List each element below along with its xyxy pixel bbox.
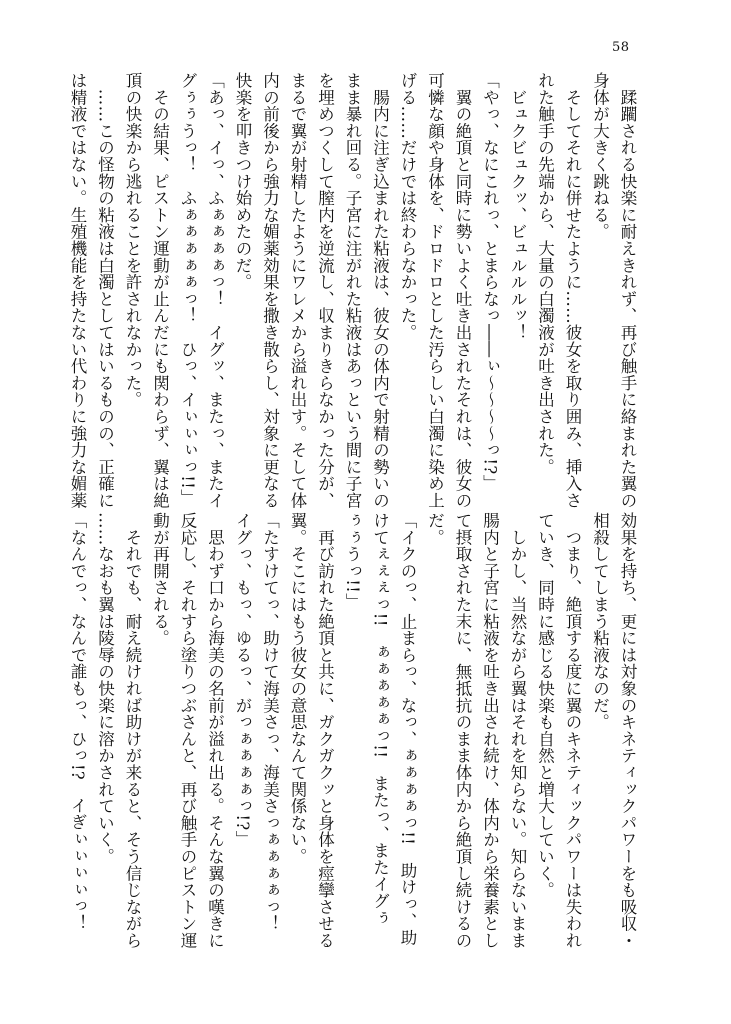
text-line: 「なんでっ、なんで誰もっ、ひっ!? イぎぃぃぃぃっ！	[68, 512, 87, 932]
text-line: グぅぅうっ！ ふぁぁぁぁぁっ！ ひっ、イぃぃぃっ!!」	[178, 72, 197, 506]
text-line: 腸内に注ぎ込まれた粘液は、彼女の体内で射精の勢いの	[370, 72, 390, 509]
upper-text-block	[64, 72, 642, 509]
text-line: ……この怪物の粘液は白濁としてはいるものの、正確に	[95, 72, 115, 509]
text-line: イグっ、もっ、ゆるっ、がっぁぁぁぁっ!?」	[233, 512, 252, 848]
text-line: げる……だけでは終わらなかった。	[398, 72, 417, 341]
text-line: 翼。そこにはもう彼女の意思なんて関係ない。	[288, 512, 307, 865]
text-line: 動が再開される。	[150, 512, 170, 647]
text-line: 身体が大きく跳ねる。	[590, 72, 610, 240]
text-line: つまり、絶頂する度に翼のキネティックパワーは失われ	[563, 512, 582, 949]
text-line: 快楽を叩きつけ始めたのだ。	[233, 72, 252, 291]
text-line: ていき、同時に感じる快楽も自然と増大していく。	[535, 512, 555, 899]
text-line: そしてそれに併せたように……彼女を取り囲み、挿入さ	[563, 72, 582, 509]
text-line: て摂取された末に、無抵抗のまま体内から絶頂し続けるの	[453, 512, 472, 949]
text-line: 可憐な顔や身体を、ドロドロとした汚らしい白濁に染め上	[425, 72, 445, 509]
text-line: 蹂躙される快楽に耐えきれず、再び触手に絡まれた翼の	[618, 72, 637, 509]
text-line: 「たすけてっ、助けて海美さっ、海美さっぁぁぁぁっ！	[260, 512, 280, 932]
page-number: 58	[612, 40, 630, 55]
text-line: 腸内と子宮に粘液を吐き出され続け、体内から栄養素とし	[480, 512, 500, 949]
text-line: 思わず口から海美の名前が溢れ出る。そんな翼の嘆きに	[205, 512, 225, 949]
text-line: 「あっ、イっ、ふぁぁぁぁっ！ イグッ、またっ、またイ	[205, 72, 225, 509]
text-line: けてぇぇぇっ!! ぁぁぁぁぁっ!! またっ、またイグぅ	[370, 512, 390, 927]
text-line: しかし、当然ながら翼はそれを知らない。知らないまま	[508, 512, 527, 949]
text-line: 頂の快楽から逃れることを許されなかった。	[123, 72, 142, 408]
text-line: まるで翼が射精したようにワレメから溢れ出す。そして体	[288, 72, 307, 509]
text-line: まま暴れ回る。子宮に注がれた粘液はあっという間に子宮	[343, 72, 362, 509]
text-line: ぅぅうっ!!」	[343, 512, 362, 610]
text-line: を埋めつくして膣内を逆流し、収まりきらなかった分が、	[315, 72, 335, 509]
text-line: れた触手の先端から、大量の白濁液が吐き出された。	[535, 72, 555, 476]
text-line: ……なおも翼は陵辱の快楽に溶かされていく。	[95, 512, 115, 865]
lower-text-block	[64, 512, 642, 949]
text-line: だ。	[425, 512, 445, 546]
text-line: 翼の絶頂と同時に勢いよく吐き出されたそれは、彼女の	[453, 72, 472, 509]
text-line: は精液ではない。生殖機能を持たない代わりに強力な媚薬	[68, 72, 87, 509]
text-line: 「やっ、なにこれっ、とまらなっ――ぃ〜〜〜〜っ!?」	[480, 72, 500, 492]
text-line: 反応し、それすら塗りつぶさんと、再び触手のピストン運	[178, 512, 197, 949]
text-line: その結果、ピストン運動が止んだにも関わらず、翼は絶	[150, 72, 170, 509]
text-line: ビュクビュクッ、ビュルルルッ！	[508, 72, 527, 341]
text-line: 再び訪れた絶頂と共に、ガクガクッと身体を痙攣させる	[315, 512, 335, 949]
text-line: 相殺してしまう粘液なのだ。	[590, 512, 610, 731]
text-line: 「イクのっ、止まらっ、なっ、ぁぁぁぁっ!! 助けっ、助	[398, 512, 417, 946]
text-line: 内の前後から強力な媚薬効果を撒き散らし、対象に更なる	[260, 72, 280, 509]
text-line: それでも、耐え続ければ助けが来ると、そう信じながら	[123, 512, 142, 949]
text-line: 効果を持ち、更には対象のキネティックパワーをも吸収・	[618, 512, 637, 949]
